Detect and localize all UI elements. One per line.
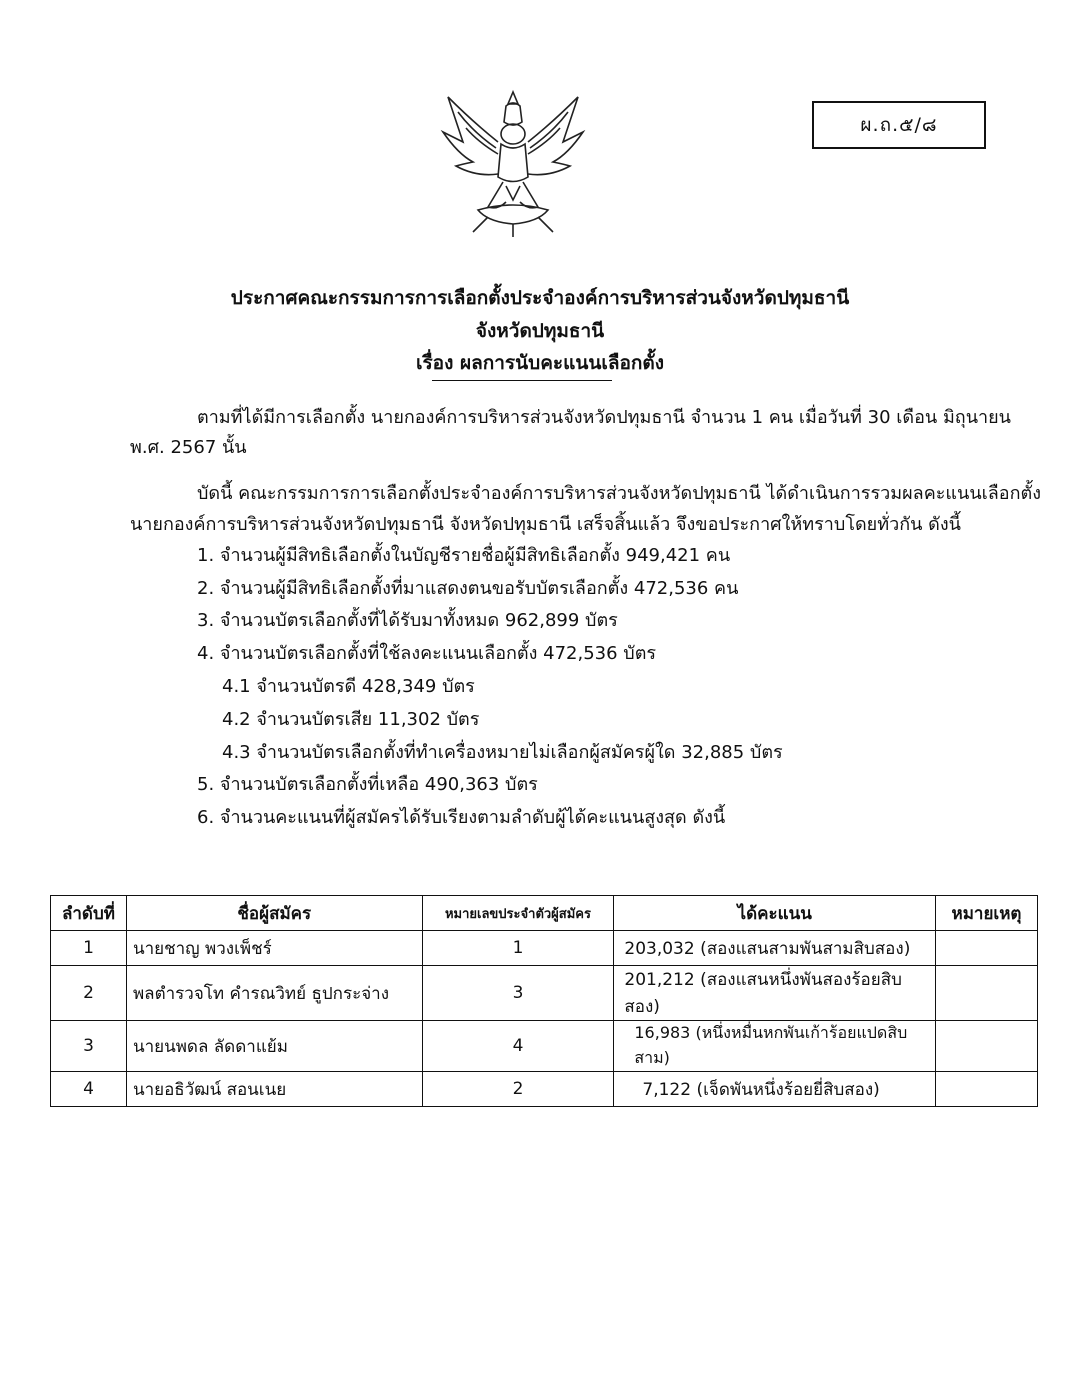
- results-table: [50, 895, 1038, 1107]
- list-item: 6. จำนวนคะแนนที่ผู้สมัครได้รับเรียงตามลำดับผู้ได้คะแนนสูงสุด ดังนี้: [197, 807, 726, 828]
- cell-note: [936, 1072, 1038, 1107]
- list-subitem: 4.1 จำนวนบัตรดี 428,349 บัตร: [222, 676, 475, 697]
- heading-line-2: จังหวัดปทุมธานี: [475, 320, 605, 342]
- table-row: [51, 966, 1038, 1021]
- garuda-emblem: [418, 82, 608, 242]
- cell-rank: 1: [51, 931, 127, 966]
- paragraph-1-line-1: ตามที่ได้มีการเลือกตั้ง นายกองค์การบริหารส่วนจังหวัดปทุมธานี จำนวน 1 คน เมื่อวันที่ 30 เดือน มิถุนายน: [197, 407, 1011, 428]
- cell-score: 16,983 (หนึ่งหมื่นหกพันเก้าร้อยแปดสิบสาม): [614, 1021, 936, 1072]
- paragraph-2-line-1: บัดนี้ คณะกรรมการการเลือกตั้งประจำองค์การบริหารส่วนจังหวัดปทุมธานี ได้ดำเนินการรวมผลคะแนนเลือกตั้ง: [197, 483, 1041, 504]
- paragraph-2-line-2: นายกองค์การบริหารส่วนจังหวัดปทุมธานี จังหวัดปทุมธานี เสร็จสิ้นแล้ว จึงขอประกาศให้ทราบโดยทั่วกัน ดังนี้: [130, 514, 961, 535]
- cell-number: 2: [422, 1072, 614, 1107]
- list-item: 1. จำนวนผู้มีสิทธิเลือกตั้งในบัญชีรายชื่อผู้มีสิทธิเลือกตั้ง 949,421 คน: [197, 545, 731, 566]
- list-item: 2. จำนวนผู้มีสิทธิเลือกตั้งที่มาแสดงตนขอรับบัตรเลือกตั้ง 472,536 คน: [197, 578, 739, 599]
- cell-name: นายชาญ พวงเพ็ชร์: [126, 931, 422, 966]
- cell-name: นายนพดล ลัดดาแย้ม: [126, 1021, 422, 1072]
- cell-note: [936, 931, 1038, 966]
- header-rank: ลำดับที่: [51, 896, 127, 931]
- cell-name: นายอธิวัฒน์ สอนเนย: [126, 1072, 422, 1107]
- list-subitem: 4.3 จำนวนบัตรเลือกตั้งที่ทำเครื่องหมายไม่เลือกผู้สมัครผู้ใด 32,885 บัตร: [222, 742, 783, 763]
- header-candidate-number: หมายเลขประจำตัวผู้สมัคร: [422, 896, 614, 931]
- paragraph-1-line-2: พ.ศ. 2567 นั้น: [130, 437, 247, 458]
- cell-rank: 4: [51, 1072, 127, 1107]
- form-code: ผ.ถ.๕/๘: [860, 114, 938, 136]
- list-item: 3. จำนวนบัตรเลือกตั้งที่ได้รับมาทั้งหมด 962,899 บัตร: [197, 610, 618, 631]
- cell-number: 4: [422, 1021, 614, 1072]
- form-code-box: [812, 101, 986, 149]
- cell-score: 203,032 (สองแสนสามพันสามสิบสอง): [614, 931, 936, 966]
- cell-number: 3: [422, 966, 614, 1021]
- cell-name: พลตำรวจโท คำรณวิทย์ ธูปกระจ่าง: [126, 966, 422, 1021]
- table-row: [51, 1021, 1038, 1072]
- cell-score: 201,212 (สองแสนหนึ่งพันสองร้อยสิบสอง): [614, 966, 936, 1021]
- table-header-row: [51, 896, 1038, 931]
- header-note: หมายเหตุ: [936, 896, 1038, 931]
- cell-rank: 2: [51, 966, 127, 1021]
- heading-line-1: ประกาศคณะกรรมการการเลือกตั้งประจำองค์การบริหารส่วนจังหวัดปทุมธานี: [230, 287, 850, 309]
- cell-note: [936, 966, 1038, 1021]
- heading-underline: [432, 380, 612, 381]
- heading-subject: เรื่อง ผลการนับคะแนนเลือกตั้ง: [415, 352, 664, 374]
- list-subitem: 4.2 จำนวนบัตรเสีย 11,302 บัตร: [222, 709, 480, 730]
- cell-note: [936, 1021, 1038, 1072]
- header-score: ได้คะแนน: [614, 896, 936, 931]
- list-item: 5. จำนวนบัตรเลือกตั้งที่เหลือ 490,363 บัตร: [197, 774, 538, 795]
- cell-rank: 3: [51, 1021, 127, 1072]
- header-candidate-name: ชื่อผู้สมัคร: [126, 896, 422, 931]
- table-row: [51, 931, 1038, 966]
- cell-score: 7,122 (เจ็ดพันหนึ่งร้อยยี่สิบสอง): [614, 1072, 936, 1107]
- cell-number: 1: [422, 931, 614, 966]
- table-row: [51, 1072, 1038, 1107]
- list-item: 4. จำนวนบัตรเลือกตั้งที่ใช้ลงคะแนนเลือกตั้ง 472,536 บัตร: [197, 643, 657, 664]
